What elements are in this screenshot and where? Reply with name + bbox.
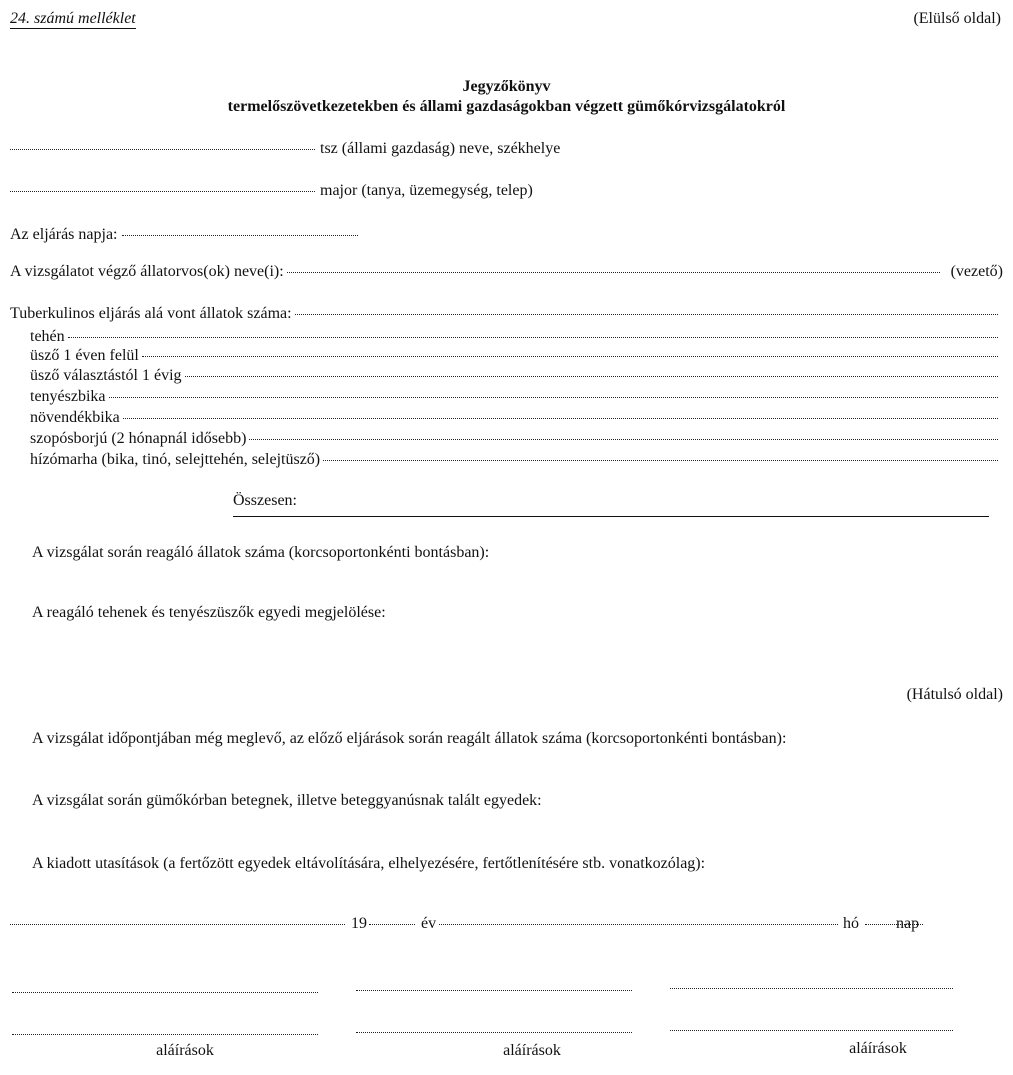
signature-line[interactable] — [12, 992, 318, 993]
signature-line[interactable] — [356, 1032, 632, 1033]
dotted-fill — [287, 272, 940, 273]
year-dotted-fill — [369, 924, 415, 925]
dotted-fill — [10, 191, 315, 192]
dotted-fill — [68, 337, 998, 338]
sick-question: A vizsgálat során gümőkórban betegnek, illetve beteggyanúsnak talált egyedek: — [32, 792, 542, 809]
dotted-fill — [10, 149, 315, 150]
procedure-date-label: Az eljárás napja: — [10, 226, 118, 243]
vets-field[interactable] — [10, 263, 1003, 281]
tb-count-label: Tuberkulinos eljárás alá vont állatok száma: — [10, 305, 292, 322]
year-label: év — [421, 915, 437, 932]
document-subtitle: termelőszövetkezetekben és állami gazdaságokban végzett gümőkórvizsgálatokról — [227, 98, 786, 115]
dotted-fill — [249, 439, 998, 440]
signature-line[interactable] — [670, 988, 953, 989]
category-row[interactable] — [30, 430, 1001, 448]
category-label: növendékbika — [30, 409, 120, 426]
signature-label: aláírások — [156, 1042, 214, 1059]
vets-label: A vizsgálatot végző állatorvos(ok) neve(i): — [10, 263, 284, 280]
signature-line[interactable] — [12, 1034, 318, 1035]
annex-label: 24. számú melléklet — [10, 10, 136, 27]
signature-label: aláírások — [849, 1040, 907, 1057]
total-underline[interactable] — [233, 516, 989, 517]
dotted-fill — [142, 356, 998, 357]
category-row[interactable] — [30, 328, 1001, 346]
month-label: hó — [843, 915, 859, 932]
total-label: Összesen: — [233, 492, 297, 509]
farm-field[interactable] — [10, 182, 533, 200]
signature-label: aláírások — [503, 1042, 561, 1059]
farm-label: major (tanya, üzemegység, telep) — [320, 182, 533, 199]
category-row[interactable] — [30, 347, 1001, 365]
signature-line[interactable] — [356, 990, 632, 991]
previous-question: A vizsgálat időpontjában még meglevő, az előző eljárások során reagált állatok száma (korcsoportonkénti bontásban): — [32, 730, 787, 747]
dotted-fill — [122, 235, 358, 236]
category-row[interactable] — [30, 409, 1001, 427]
dotted-fill — [185, 376, 998, 377]
back-side-label: (Hátulsó oldal) — [906, 686, 1003, 703]
category-label: hízómarha (bika, tinó, selejttehén, selejtüsző) — [30, 451, 321, 468]
category-row[interactable] — [30, 367, 1001, 385]
tb-count-field[interactable] — [10, 305, 1001, 323]
dotted-fill — [323, 460, 998, 461]
reacting-question: A vizsgálat során reagáló állatok száma (korcsoportonkénti bontásban): — [32, 544, 490, 561]
dotted-fill — [109, 397, 998, 398]
day-label: nap — [896, 915, 920, 932]
category-row[interactable] — [30, 451, 1001, 469]
dotted-fill — [123, 418, 998, 419]
month-dotted-fill — [439, 924, 838, 925]
vets-suffix: (vezető) — [950, 263, 1003, 280]
document-title: Jegyzőkönyv — [462, 78, 551, 95]
instructions-question: A kiadott utasítások (a fertőzött egyedek eltávolítására, elhelyezésére, fertőtlenítésére stb. vonatkozólag): — [32, 855, 706, 872]
category-label: tenyészbika — [30, 388, 106, 405]
coop-name-label: tsz (állami gazdaság) neve, székhelye — [320, 140, 561, 157]
category-row[interactable] — [30, 388, 1001, 406]
coop-name-field[interactable] — [10, 140, 560, 158]
category-label: üsző választástól 1 évig — [30, 367, 182, 384]
front-side-label: (Elülső oldal) — [913, 10, 1001, 27]
signature-line[interactable] — [670, 1030, 953, 1031]
reacting-ids-question: A reagáló tehenek és tenyészüszők egyedi megjelölése: — [32, 604, 386, 621]
date-line[interactable] — [10, 915, 923, 933]
category-label: szopósborjú (2 hónapnál idősebb) — [30, 430, 247, 447]
year-prefix: 19 — [351, 915, 367, 932]
category-label: tehén — [30, 328, 65, 345]
category-label: üsző 1 éven felül — [30, 347, 139, 364]
dotted-fill — [295, 314, 998, 315]
place-dotted-fill — [10, 924, 345, 925]
procedure-date-field[interactable] — [10, 226, 358, 244]
